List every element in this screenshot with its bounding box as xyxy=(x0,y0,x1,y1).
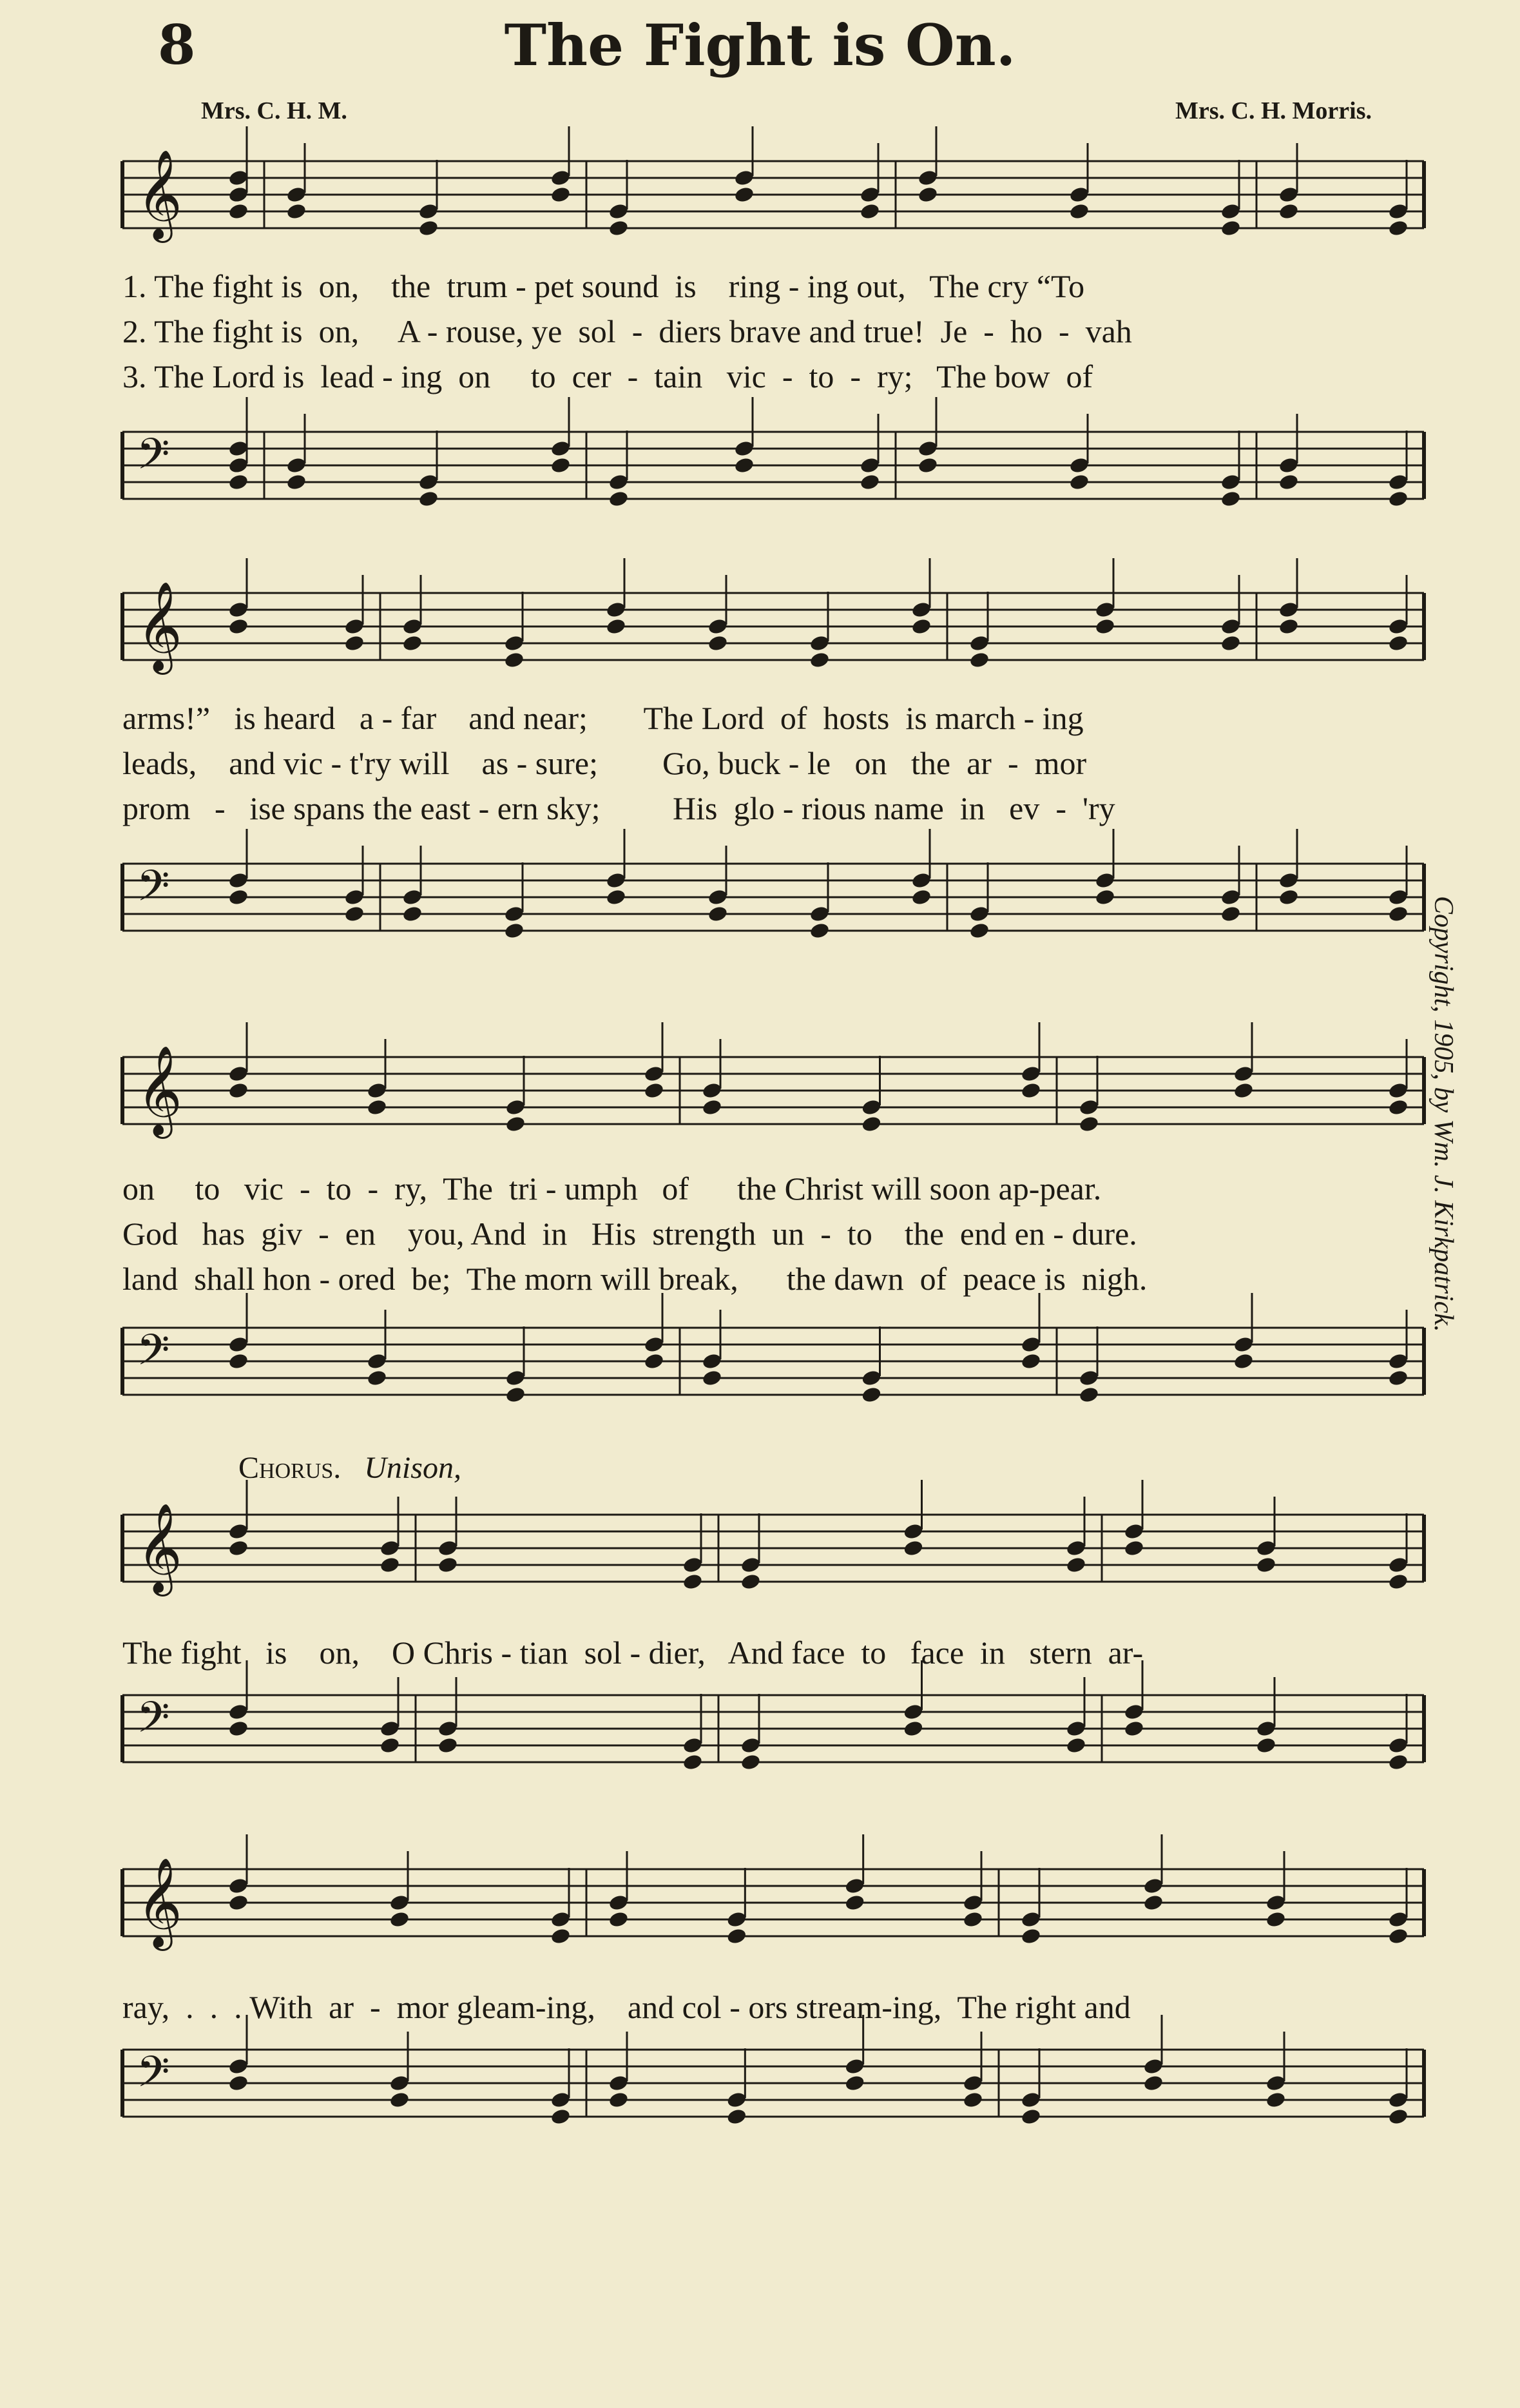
note-head xyxy=(550,2108,571,2126)
note-head xyxy=(227,1352,249,1370)
lyricist-credit: Mrs. C. H. M. xyxy=(201,97,347,124)
note-head xyxy=(1220,905,1241,923)
lyric-line: prom - ise spans the east - ern sky; His glo - rious name in ev - 'ry xyxy=(122,790,1115,826)
note-head xyxy=(1220,490,1241,508)
composer-credit: Mrs. C. H. Morris. xyxy=(1175,97,1372,124)
note-head xyxy=(437,1736,458,1754)
note-head xyxy=(1278,473,1299,491)
lyric-line: land shall hon - ored be; The morn will break, the dawn of peace is nigh. xyxy=(122,1261,1148,1297)
note-head xyxy=(910,888,932,906)
note-head xyxy=(227,1720,249,1738)
note-head xyxy=(366,1369,387,1387)
note-head xyxy=(859,473,880,491)
note-head xyxy=(1094,888,1115,906)
note-head xyxy=(1068,473,1090,491)
note-head xyxy=(1065,1736,1086,1754)
note-head xyxy=(389,2091,410,2109)
note-head xyxy=(608,2091,629,2109)
treble-clef-icon: 𝄞 xyxy=(137,1858,182,1947)
lyric-line: God has giv - en you, And in His strength un - to the end en - dure. xyxy=(122,1216,1137,1252)
note-head xyxy=(701,1369,722,1387)
copyright-notice: Copyright, 1905, by Wm. J. Kirkpatrick. xyxy=(1429,896,1458,1332)
note-head xyxy=(1387,2108,1409,2126)
lyric-line: 2. The fight is on, A - rouse, ye sol - diers brave and true! Je - ho - vah xyxy=(122,313,1132,349)
note-head xyxy=(962,2091,983,2109)
lyric-line: on to vic - to - ry, The tri - umph of the Christ will soon ap-pear. xyxy=(122,1170,1102,1207)
note-head xyxy=(550,456,571,474)
note-head xyxy=(1387,490,1409,508)
music-system-5 xyxy=(122,1856,1424,2191)
note-head xyxy=(503,922,524,940)
music-system-2 xyxy=(122,580,1424,967)
note-head xyxy=(1255,1736,1276,1754)
note-head xyxy=(608,490,629,508)
note-head xyxy=(1020,2108,1041,2126)
note-head xyxy=(605,888,626,906)
music-system-3 xyxy=(122,1044,1424,1431)
chorus-heading: Chorus. xyxy=(238,1451,342,1485)
staff-bass-3 xyxy=(122,1044,1424,1431)
note-head xyxy=(903,1720,924,1738)
note-head xyxy=(1387,1753,1409,1771)
note-head xyxy=(861,1386,882,1404)
staff-bass-4 xyxy=(122,1502,1424,1889)
note-head xyxy=(707,905,728,923)
chorus-direction: Unison, xyxy=(364,1451,461,1485)
note-head xyxy=(1387,1369,1409,1387)
page-number: 8 xyxy=(158,13,196,77)
note-head xyxy=(285,473,307,491)
treble-clef-icon: 𝄞 xyxy=(137,1045,182,1135)
chorus-label xyxy=(238,1450,461,1486)
treble-clef-icon: 𝄞 xyxy=(137,581,182,671)
hymn-title: The Fight is On. xyxy=(504,12,1016,79)
staff-bass-2 xyxy=(122,580,1424,967)
lyric-line: The fight is on, O Chris - tian sol - dier, And face to face in stern ar- xyxy=(122,1635,1144,1671)
note-head xyxy=(1078,1386,1099,1404)
bass-clef-icon: 𝄢 xyxy=(137,2047,170,2107)
staff-bass-5 xyxy=(122,1856,1424,2243)
bass-clef-icon: 𝄢 xyxy=(137,861,170,921)
lyric-line: 1. The fight is on, the trum - pet sound is ring - ing out, The cry “To xyxy=(122,268,1085,304)
note-head xyxy=(917,456,938,474)
treble-clef-icon: 𝄞 xyxy=(137,1503,182,1593)
note-head xyxy=(733,456,755,474)
bass-clef-icon: 𝄢 xyxy=(137,1325,170,1385)
note-head xyxy=(418,490,439,508)
staff-bass-1 xyxy=(122,148,1424,535)
music-system-4 xyxy=(122,1502,1424,1837)
lyric-line: leads, and vic - t'ry will as - sure; Go, buck - le on the ar - mor xyxy=(122,745,1087,781)
note-head xyxy=(227,473,249,491)
bass-clef-icon: 𝄢 xyxy=(137,429,170,489)
note-head xyxy=(968,922,990,940)
note-head xyxy=(227,2074,249,2092)
lyric-line: arms!” is heard a - far and near; The Lord of hosts is march - ing xyxy=(122,700,1084,736)
note-head xyxy=(1142,2074,1164,2092)
note-head xyxy=(726,2108,747,2126)
note-head xyxy=(343,905,365,923)
lyric-line: 3. The Lord is lead - ing on to cer - tain vic - to - ry; The bow of xyxy=(122,358,1093,394)
note-head xyxy=(809,922,830,940)
note-head xyxy=(682,1753,703,1771)
music-system-1 xyxy=(122,148,1424,522)
note-head xyxy=(643,1352,664,1370)
note-head xyxy=(1233,1352,1254,1370)
note-head xyxy=(401,905,423,923)
note-head xyxy=(1020,1352,1041,1370)
bass-clef-icon: 𝄢 xyxy=(137,1693,170,1753)
note-head xyxy=(740,1753,761,1771)
note-head xyxy=(379,1736,400,1754)
note-head xyxy=(844,2074,865,2092)
note-head xyxy=(1278,888,1299,906)
note-head xyxy=(1123,1720,1144,1738)
lyric-line: ray, . . . With ar - mor gleam-ing, and col - ors stream-ing, The right and xyxy=(122,1989,1131,2025)
treble-clef-icon: 𝄞 xyxy=(137,150,182,239)
note-head xyxy=(227,888,249,906)
note-head xyxy=(1387,905,1409,923)
note-head xyxy=(1265,2091,1286,2109)
note-head xyxy=(505,1386,526,1404)
